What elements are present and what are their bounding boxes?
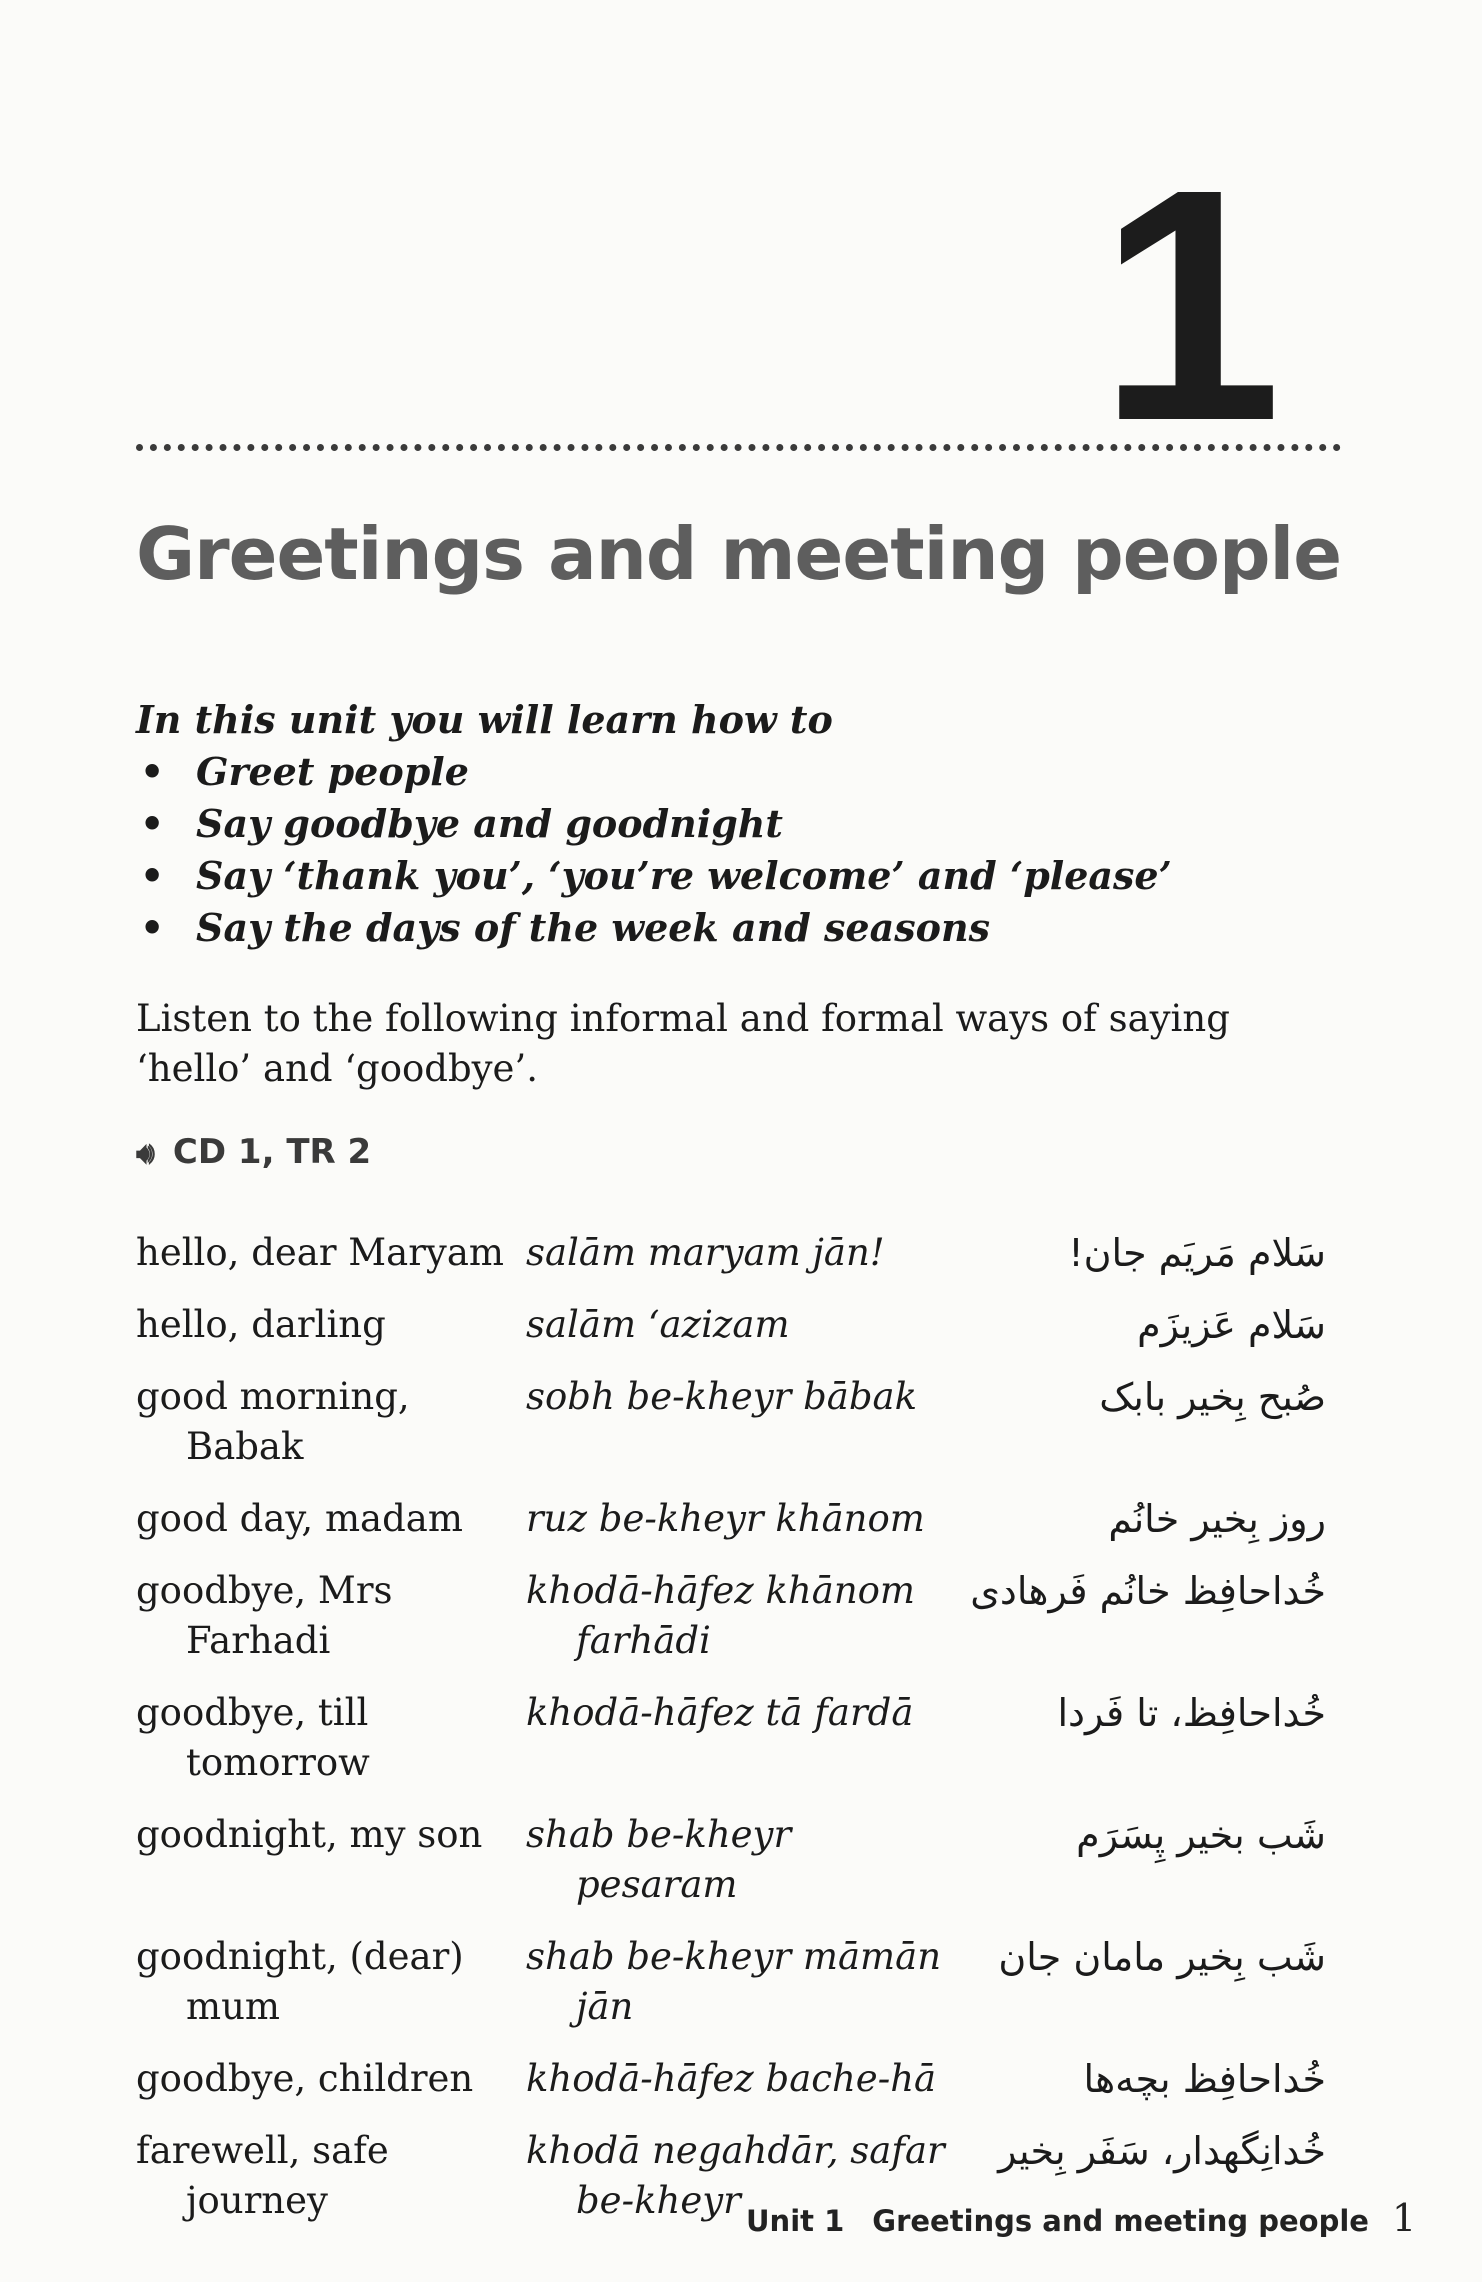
audio-track[interactable]: [136, 1132, 371, 1172]
transliteration: khodā-hāfez bache-hā: [526, 2057, 937, 2100]
persian-phrase: خُداحافِظ خانُم فَرهادی: [970, 1569, 1326, 1613]
objective-item: • Say goodbye and goodnight: [136, 798, 1172, 850]
bullet-icon: •: [140, 801, 165, 846]
phrase-table: [136, 1228, 1326, 2248]
english-phrase: good morning, Babak: [136, 1375, 410, 1468]
persian-phrase: خُداحافِظ بچه‌ها: [1083, 2057, 1326, 2101]
english-phrase: goodbye, Mrs Farhadi: [136, 1569, 393, 1662]
objectives-intro: In this unit you will learn how to: [136, 697, 833, 742]
english-phrase: hello, dear Maryam: [136, 1231, 504, 1274]
table-row: [136, 1932, 1326, 2054]
transliteration: khodā-hāfez khānom farhādi: [526, 1569, 916, 1662]
transliteration: salām ‘azizam: [526, 1303, 790, 1346]
persian-phrase: سَلام عَزیزَم: [1137, 1303, 1326, 1347]
bullet-icon: •: [140, 905, 165, 950]
english-phrase: goodbye, till tomorrow: [136, 1691, 370, 1784]
transliteration: shab be-kheyr māmān jān: [526, 1935, 942, 2028]
transliteration: khodā-hāfez tā fardā: [526, 1691, 914, 1734]
listen-instructions: Listen to the following informal and formal ways of saying ‘hello’ and ‘goodbye’.: [136, 997, 1230, 1090]
persian-phrase: سَلام مَریَم جان!: [1068, 1231, 1326, 1275]
persian-phrase: شَب بِخیر مامان جان: [998, 1935, 1326, 1979]
table-row: [136, 1566, 1326, 1688]
dotted-divider: [136, 444, 1341, 451]
table-row: [136, 1228, 1326, 1300]
transliteration: khodā negahdār, safar be-kheyr: [526, 2129, 945, 2222]
table-row: [136, 1300, 1326, 1372]
objective-item: • Say the days of the week and seasons: [136, 902, 1172, 954]
objectives-list: [136, 746, 1172, 954]
unit-number: 1: [1098, 120, 1282, 489]
persian-phrase: شَب بخیر پِسَرَم: [1076, 1813, 1326, 1857]
table-row: [136, 1494, 1326, 1566]
transliteration: shab be-kheyr pesaram: [526, 1813, 792, 1906]
speaker-icon[interactable]: 🔊︎: [136, 1136, 155, 1171]
english-phrase: goodnight, my son: [136, 1813, 483, 1856]
learning-objectives: [136, 694, 1172, 954]
page-number: 1: [1392, 2196, 1417, 2240]
transliteration: salām maryam jān!: [526, 1231, 885, 1274]
english-phrase: hello, darling: [136, 1303, 386, 1346]
persian-phrase: صُبح بِخیر بابک: [1099, 1375, 1326, 1419]
table-row: [136, 2054, 1326, 2126]
objective-item: • Greet people: [136, 746, 1172, 798]
english-phrase: goodbye, children: [136, 2057, 474, 2100]
audio-track-label: CD 1, TR 2: [172, 1132, 372, 1172]
bullet-icon: •: [140, 853, 165, 898]
english-phrase: good day, madam: [136, 1497, 463, 1540]
footer-unit: Unit 1: [746, 2204, 845, 2238]
table-row: [136, 1810, 1326, 1932]
table-row: [136, 1688, 1326, 1810]
persian-phrase: خُدانِگهدار، سَفَر بِخیر: [998, 2129, 1326, 2173]
english-phrase: farewell, safe journey: [136, 2129, 389, 2222]
transliteration: sobh be-kheyr bābak: [526, 1375, 918, 1418]
table-row: [136, 1372, 1326, 1494]
footer-title: Greetings and meeting people: [872, 2204, 1369, 2238]
persian-phrase: خُداحافِظ، تا فَردا: [1057, 1691, 1326, 1735]
bullet-icon: •: [140, 749, 165, 794]
transliteration: ruz be-kheyr khānom: [526, 1497, 925, 1540]
english-phrase: goodnight, (dear) mum: [136, 1935, 464, 2028]
unit-title: Greetings and meeting people: [136, 512, 1342, 596]
page-footer: [746, 2204, 1369, 2238]
objective-item: • Say ‘thank you’, ‘you’re welcome’ and ‘please’: [136, 850, 1172, 902]
persian-phrase: روز بِخیر خانُم: [1108, 1497, 1326, 1541]
